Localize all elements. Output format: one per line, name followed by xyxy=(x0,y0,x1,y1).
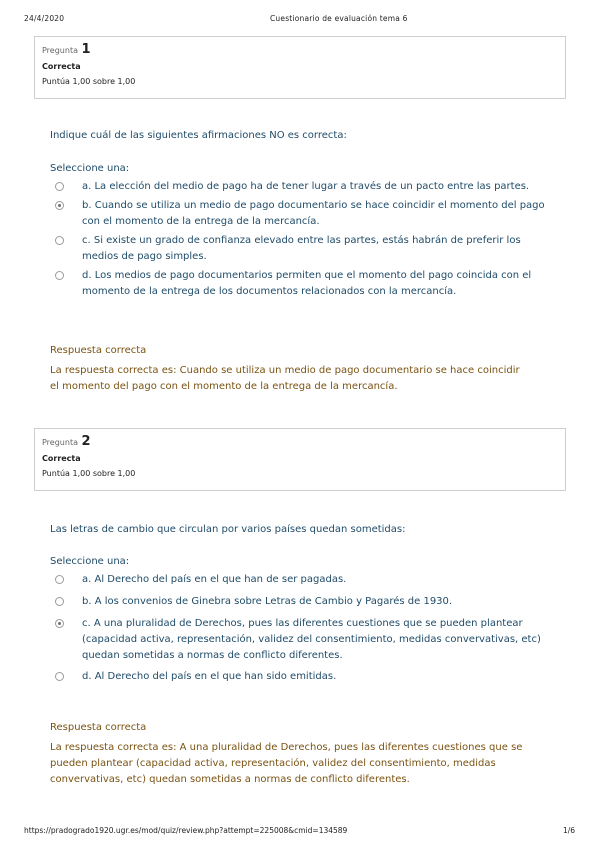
print-page-number: 1/6 xyxy=(563,826,576,835)
print-page-title: Cuestionario de evaluación tema 6 xyxy=(270,14,408,23)
print-footer xyxy=(0,826,599,838)
option-c[interactable]: c. Si existe un grado de confianza elevado entre las partes, estás habrán de preferir los medios de pago simples. xyxy=(55,233,555,265)
option-d[interactable]: d. Al Derecho del país en el que han sido emitidas. xyxy=(55,669,555,685)
select-one-prompt-2: Seleccione una: xyxy=(50,556,130,567)
print-header xyxy=(0,14,599,26)
radio-button-selected[interactable] xyxy=(55,201,64,210)
feedback-title: Respuesta correcta xyxy=(50,345,147,356)
question-text-2: Las letras de cambio que circulan por varios países quedan sometidas: xyxy=(50,524,406,535)
question-grade: Puntúa 1,00 sobre 1,00 xyxy=(42,469,136,478)
question-state: Correcta xyxy=(42,454,81,463)
feedback-title: Respuesta correcta xyxy=(50,722,147,733)
feedback-text: La respuesta correcta es: Cuando se utiliza un medio de pago documentario se hace coincidir el momento del pago con el momento de la entrega de la mercancía. xyxy=(50,365,520,392)
question-grade: Puntúa 1,00 sobre 1,00 xyxy=(42,77,136,86)
option-c[interactable]: c. A una pluralidad de Derechos, pues las diferentes cuestiones que se pueden plantear (capacidad activa, representación, validez del consentimiento, medidas convervativas, etc) quedan sometidas a normas de conflicto diferentes. xyxy=(55,616,555,664)
radio-button[interactable] xyxy=(55,182,64,191)
radio-button[interactable] xyxy=(55,236,64,245)
question-info-1 xyxy=(34,36,566,99)
print-date: 24/4/2020 xyxy=(24,14,65,23)
feedback-text: La respuesta correcta es: A una pluralidad de Derechos, pues las diferentes cuestiones que se pueden plantear (capacidad activa, representación, validez del consentimiento, medidas convervativas, etc) quedan sometidas a normas de conflicto diferentes. xyxy=(50,742,523,785)
option-b[interactable]: b. Cuando se utiliza un medio de pago documentario se hace coincidir el momento del pago con el momento de la entrega de la mercancía. xyxy=(55,198,555,230)
option-a[interactable]: a. Al Derecho del país en el que han de ser pagadas. xyxy=(55,572,555,588)
answer-options-1 xyxy=(55,178,555,300)
question-text-1: Indique cuál de las siguientes afirmaciones NO es correcta: xyxy=(50,130,347,141)
radio-button[interactable] xyxy=(55,597,64,606)
feedback-2 xyxy=(50,720,530,788)
feedback-1 xyxy=(50,343,530,395)
select-one-prompt-1: Seleccione una: xyxy=(50,163,130,174)
option-b[interactable]: b. A los convenios de Ginebra sobre Letras de Cambio y Pagarés de 1930. xyxy=(55,594,555,610)
radio-button-selected[interactable] xyxy=(55,619,64,628)
question-number: Pregunta 2 xyxy=(42,434,91,449)
print-url: https://pradogrado1920.ugr.es/mod/quiz/review.php?attempt=225008&cmid=134589 xyxy=(24,826,348,835)
option-a[interactable]: a. La elección del medio de pago ha de tener lugar a través de un pacto entre las partes. xyxy=(55,179,555,195)
radio-button[interactable] xyxy=(55,672,64,681)
radio-button[interactable] xyxy=(55,575,64,584)
radio-button[interactable] xyxy=(55,271,64,280)
answer-options-2 xyxy=(55,571,555,685)
option-d[interactable]: d. Los medios de pago documentarios permiten que el momento del pago coincida con el momento de la entrega de los documentos relacionados con la mercancía. xyxy=(55,268,555,300)
question-state: Correcta xyxy=(42,62,81,71)
question-info-2 xyxy=(34,428,566,491)
question-number: Pregunta 1 xyxy=(42,42,91,57)
